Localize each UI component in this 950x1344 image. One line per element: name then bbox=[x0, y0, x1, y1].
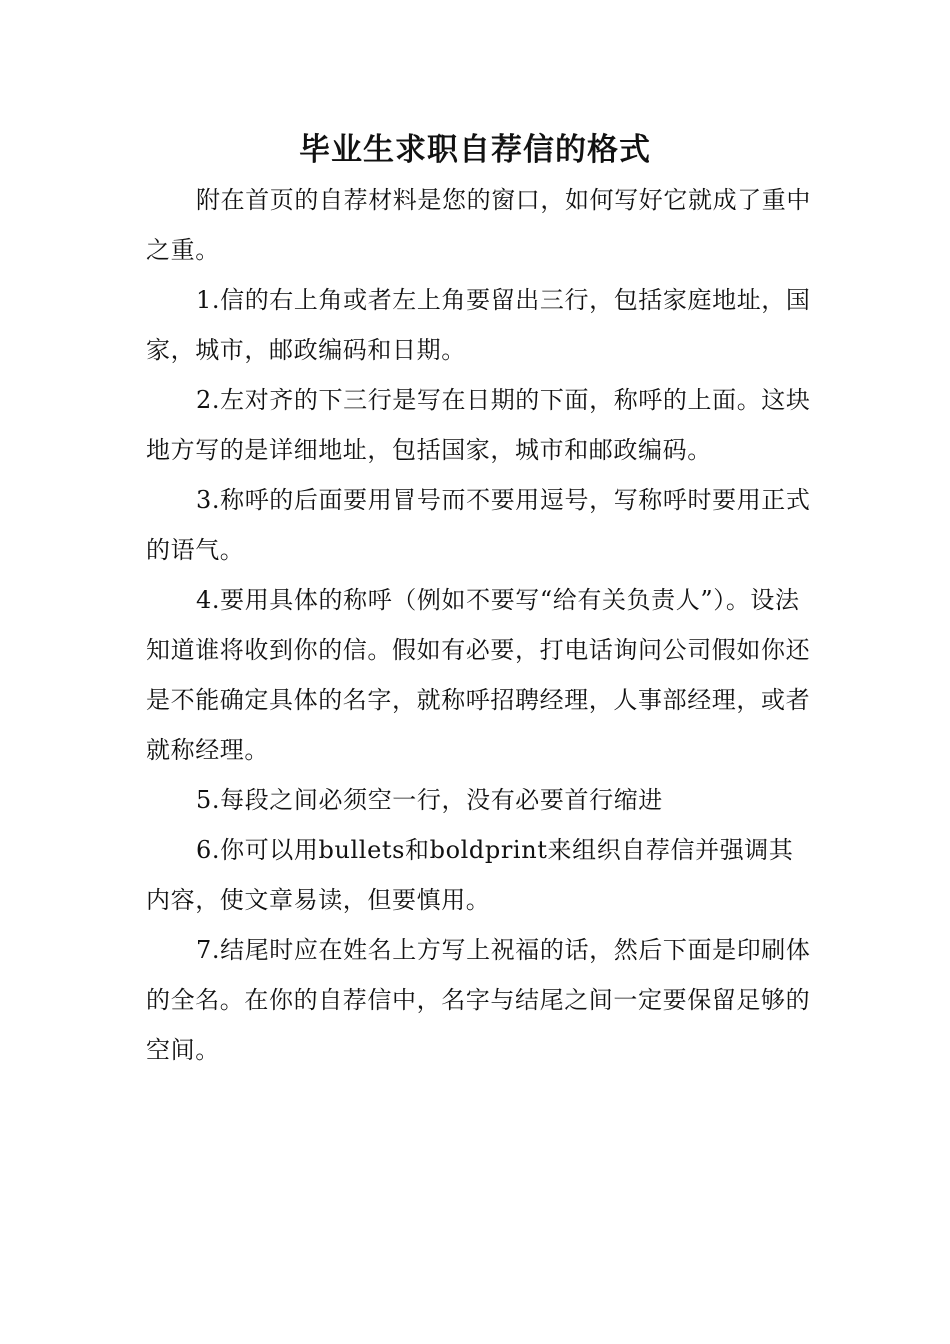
paragraph-item-2: 2.左对齐的下三行是写在日期的下面，称呼的上面。这块地方写的是详细地址，包括国家，城市和邮政编码。 bbox=[146, 386, 811, 464]
paragraph-item-3: 3.称呼的后面要用冒号而不要用逗号，写称呼时要用正式的语气。 bbox=[146, 486, 811, 564]
paragraph-intro: 附在首页的自荐材料是您的窗口，如何写好它就成了重中之重。 bbox=[146, 186, 811, 264]
paragraph-item-4: 4.要用具体的称呼（例如不要写“给有关负责人”）。设法知道谁将收到你的信。假如有必要，打电话询问公司假如你还是不能确定具体的名字，就称呼招聘经理，人事部经理，或者就称经理。 bbox=[146, 586, 811, 764]
paragraph-item-5: 5.每段之间必须空一行，没有必要首行缩进 bbox=[196, 786, 663, 814]
paragraph-item-6: 6.你可以用bullets和boldprint来组织自荐信并强调其内容，使文章易读，但要慎用。 bbox=[146, 836, 794, 914]
paragraph-item-7: 7.结尾时应在姓名上方写上祝福的话，然后下面是印刷体的全名。在你的自荐信中，名字与结尾之间一定要保留足够的空间。 bbox=[146, 936, 811, 1064]
document-body bbox=[146, 175, 816, 1075]
paragraph-item-1: 1.信的右上角或者左上角要留出三行，包括家庭地址，国家，城市，邮政编码和日期。 bbox=[146, 286, 811, 364]
document-title: 毕业生求职自荐信的格式 bbox=[299, 132, 651, 168]
